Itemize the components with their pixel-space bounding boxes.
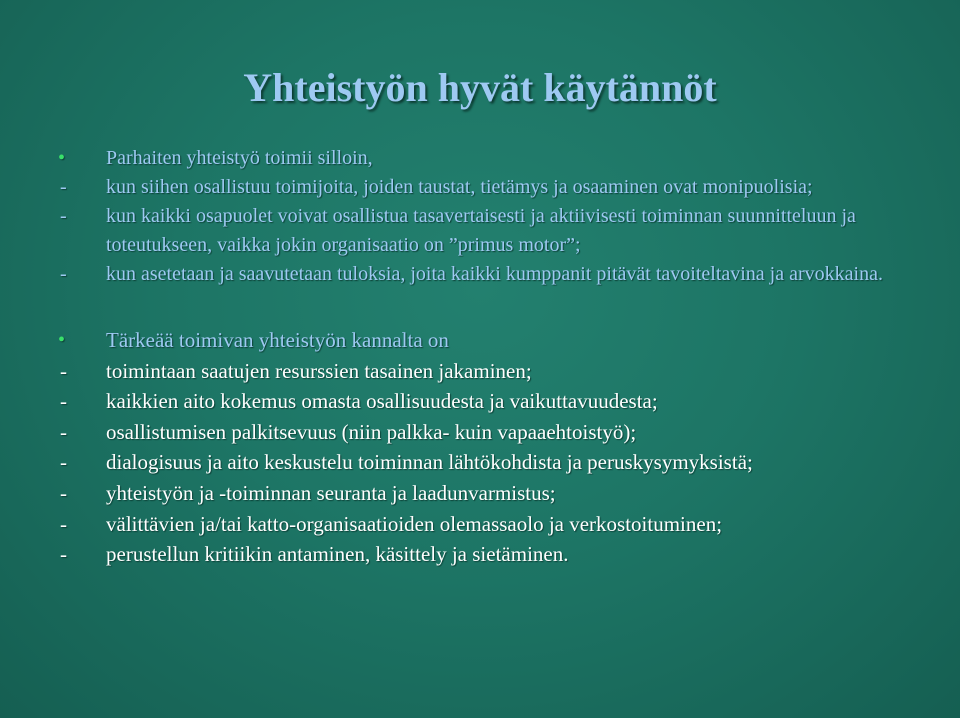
dash-marker: - xyxy=(60,419,67,444)
dash-item-text: kun asetetaan ja saavutetaan tuloksia, joita kaikki kumppanit pitävät tavoiteltavina ja arvokkaina. xyxy=(106,263,883,285)
dash-item xyxy=(56,173,916,202)
dash-marker: - xyxy=(60,358,67,383)
bullet-icon: • xyxy=(58,147,66,169)
dash-marker: - xyxy=(60,511,67,536)
dash-marker: - xyxy=(60,389,67,414)
dash-item-text: kaikkien aito kokemus omasta osallisuudesta ja vaikuttavuudesta; xyxy=(106,389,658,414)
bullet-item xyxy=(56,325,916,356)
dash-item-text: välittävien ja/tai katto-organisaatioiden olemassaolo ja verkostoituminen; xyxy=(106,511,723,536)
dash-item xyxy=(56,478,916,509)
dash-item xyxy=(56,356,916,387)
dash-item xyxy=(56,417,916,448)
dash-marker: - xyxy=(60,263,67,285)
dash-marker: - xyxy=(60,480,67,505)
dash-item-text: perustellun kritiikin antaminen, käsittely ja sietäminen. xyxy=(106,542,569,567)
dash-item-text: toimintaan saatujen resurssien tasainen jakaminen; xyxy=(106,358,532,383)
dash-item-text: yhteistyön ja -toiminnan seuranta ja laadunvarmistus; xyxy=(106,480,556,505)
dash-item xyxy=(56,202,916,260)
dash-marker: - xyxy=(60,542,67,567)
slide-body xyxy=(56,144,916,570)
dash-item-text: osallistumisen palkitsevuus (niin palkka- kuin vapaaehtoistyö); xyxy=(106,419,637,444)
bullet-block-important-factors xyxy=(56,325,916,570)
bullet-lead-text: Tärkeää toimivan yhteistyön kannalta on xyxy=(106,328,449,352)
dash-item xyxy=(56,509,916,540)
dash-item xyxy=(56,539,916,570)
slide-title: Yhteistyön hyvät käytännöt xyxy=(243,65,717,110)
dash-marker: - xyxy=(60,176,67,198)
dash-item xyxy=(56,447,916,478)
bullet-block-collaboration-conditions xyxy=(56,144,916,289)
dash-item-text: kun siihen osallistuu toimijoita, joiden taustat, tietämys ja osaaminen ovat monipuolisia; xyxy=(106,176,813,198)
dash-marker: - xyxy=(60,450,67,475)
dash-item xyxy=(56,386,916,417)
dash-item-text: kun kaikki osapuolet voivat osallistua tasavertaisesti ja aktiivisesti toiminnan suunnitteluun ja toteutukseen, vaikka jokin organisaatio on ”primus motor”; xyxy=(106,205,856,256)
bullet-lead-text: Parhaiten yhteistyö toimii silloin, xyxy=(106,147,373,169)
bullet-icon: • xyxy=(58,329,66,351)
dash-marker: - xyxy=(60,205,67,227)
dash-item xyxy=(56,260,916,289)
bullet-item xyxy=(56,144,916,173)
dash-item-text: dialogisuus ja aito keskustelu toiminnan lähtökohdista ja peruskysymyksistä; xyxy=(106,450,753,475)
